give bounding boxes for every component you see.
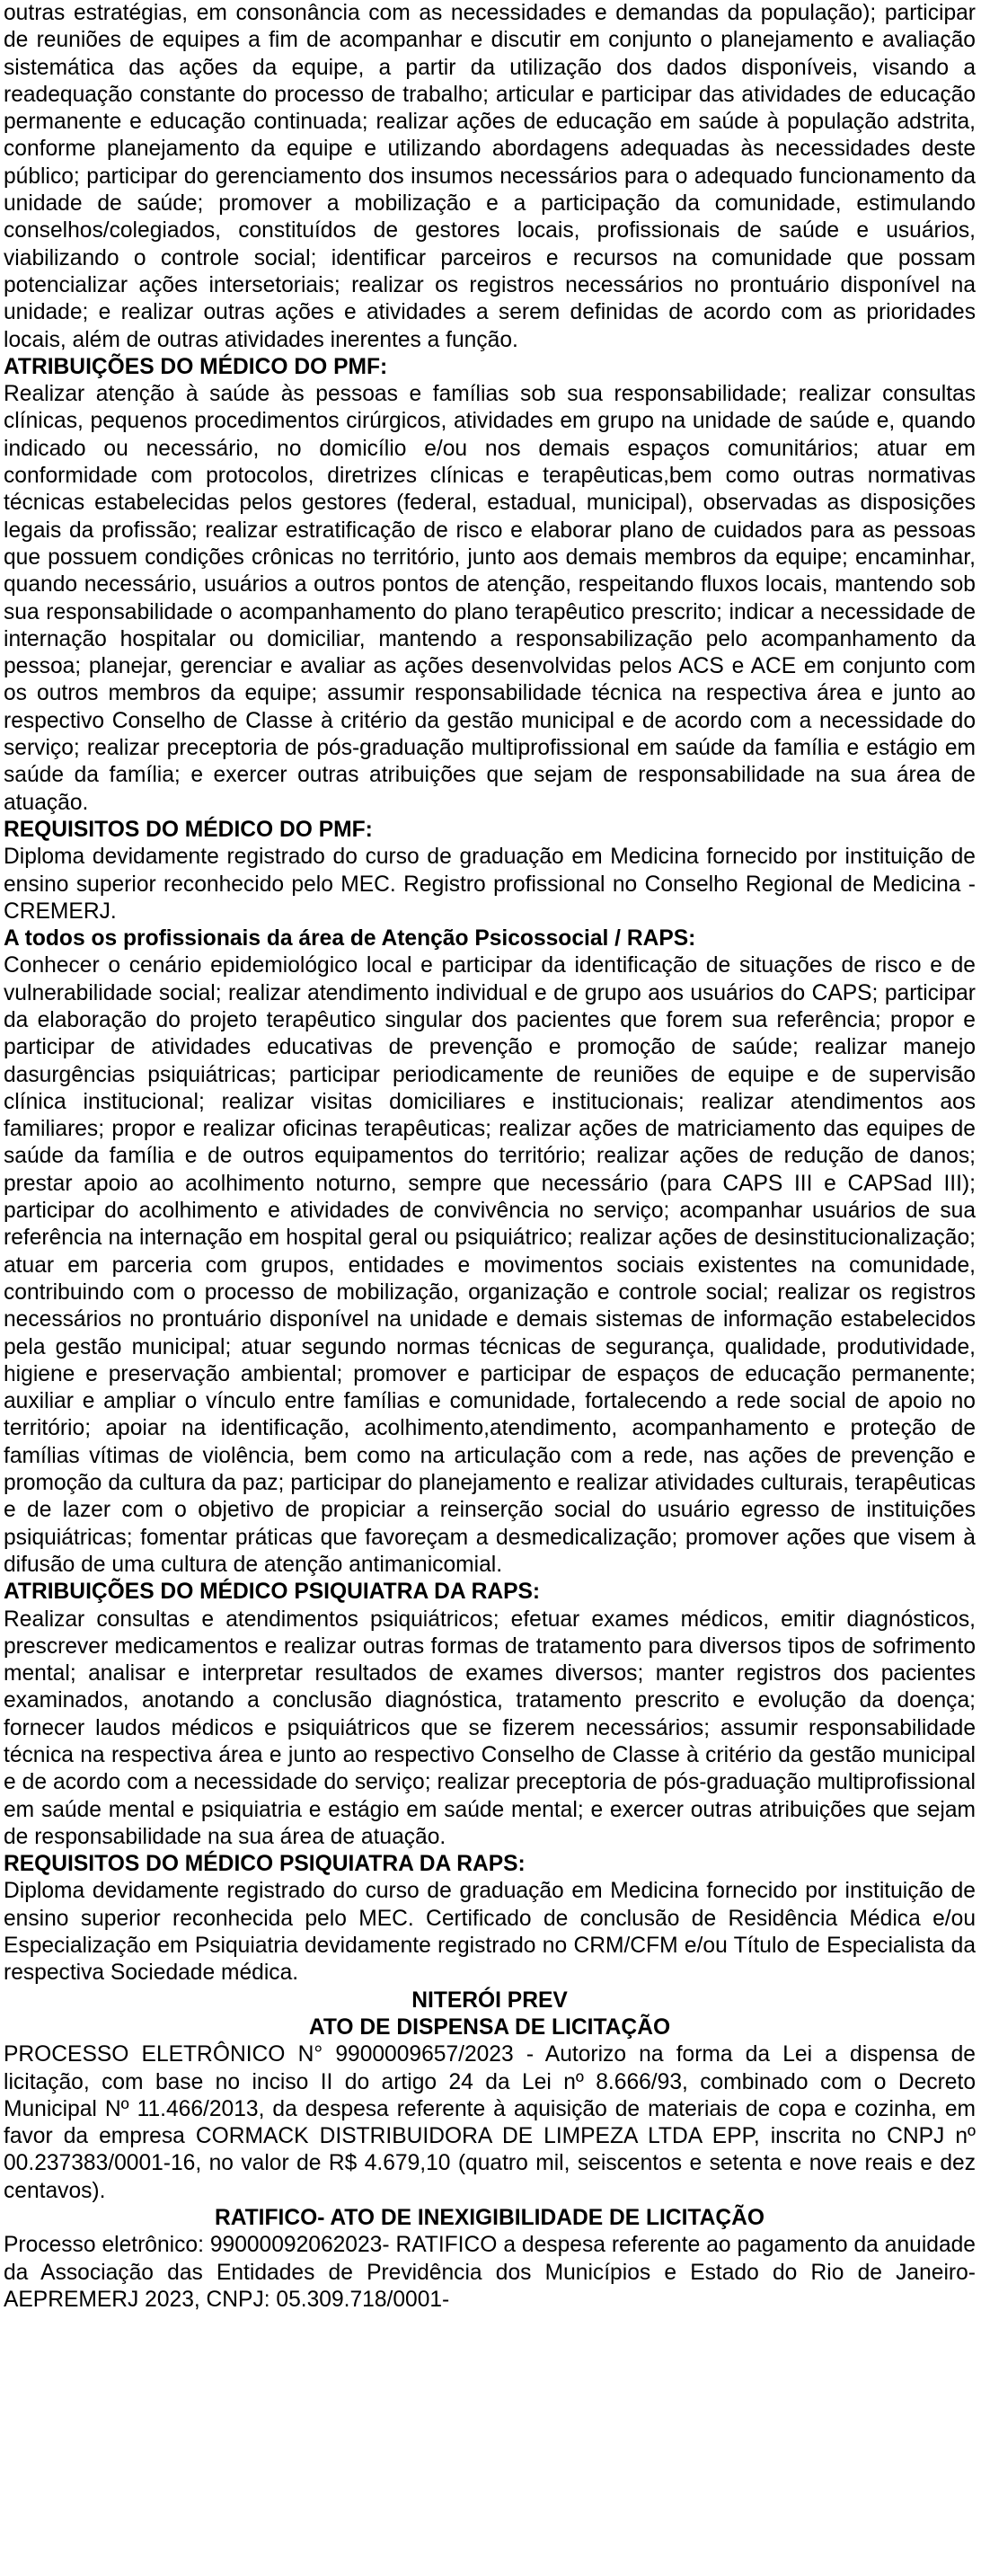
ato-dispensa-text: PROCESSO ELETRÔNICO N° 9900009657/2023 - Autorizo na forma da Lei a dispensa de licitação, com base no inciso II do artigo 24 da Lei nº 8.666/93, combinado com o Decreto Municipal Nº 11.466/2013, da despesa referente à aquisição de materiais de copa e cozinha, em favor da empresa CORMACK DISTRIBUIDORA DE LIMPEZA LTDA EPP, inscrita no CNPJ nº 00.237383/0001-16, no valor de R$ 4.679,10 (quatro mil, seiscentos e setenta e nove reais e dez centavos). <box>4 2042 976 2203</box>
heading-raps: A todos os profissionais da área de Atenção Psicossocial / RAPS: <box>4 926 696 952</box>
paragraph-requisitos-medico-pmf: Diploma devidamente registrado do curso de graduação em Medicina fornecido por instituição de ensino superior reconhecido pelo MEC. Registro profissional no Conselho Regional de Medicina - CREMERJ. <box>4 845 976 924</box>
paragraph-atribuicoes-psiquiatra: Realizar consultas e atendimentos psiquiátricos; efetuar exames médicos, emitir diagnósticos, prescrever medicamentos e realizar outras formas de tratamento para diversos tipos de sofrimento mental; analisar e interpretar resultados de exames diversos; manter registros dos pacientes examinados, anotando a conclusão diagnóstica, tratamento prescrito e evolução da doença; fornecer laudos médicos e psiquiátricos que se fizerem necessários; assumir responsabilidade técnica na respectiva área e junto ao respectivo Conselho de Classe à critério da gestão municipal e de acordo com a necessidade do serviço; realizar preceptoria de pós-graduação multiprofissional em saúde mental e psiquiatria e estágio em saúde mental; e exercer outras atribuições que sejam de responsabilidade na sua área de atuação. <box>4 1607 976 1849</box>
paragraph-intro: outras estratégias, em consonância com as necessidades e demandas da população); participar de reuniões de equipes a fim de acompanhar e discutir em conjunto o planejamento e avaliação sistemática das ações da equipe, a partir da utilização dos dados disponíveis, visando a readequação constante do processo de trabalho; articular e participar das atividades de educação permanente e educação continuada; realizar ações de educação em saúde à população adstrita, conforme planejamento da equipe e utilizando abordagens adequadas às necessidades deste público; participar do gerenciamento dos insumos necessários para o adequado funcionamento da unidade de saúde; promover a mobilização e a participação da comunidade, estimulando conselhos/colegiados, constituídos de gestores locais, profissionais de saúde e usuários, viabilizando o controle social; identificar parceiros e recursos na comunidade que possam potencializar ações intersetoriais; realizar os registros necessários no prontuário disponível na unidade; e realizar outras ações e atividades a serem definidas de acordo com as prioridades locais, além de outras atividades inerentes a função. <box>4 1 976 352</box>
organization-title: NITERÓI PREV <box>411 1987 568 2013</box>
heading-requisitos-psiquiatra: REQUISITOS DO MÉDICO PSIQUIATRA DA RAPS: <box>4 1852 526 1877</box>
ato-inexigibilidade-text: Processo eletrônico: 99000092062023- RATIFICO a despesa referente ao pagamento da anuidade da Associação das Entidades de Previdência dos Municípios e Estado do Rio de Janeiro- AEPREMERJ 2023, CNPJ: 05.309.718/0001- <box>4 2233 976 2312</box>
paragraph-requisitos-psiquiatra: Diploma devidamente registrado do curso de graduação em Medicina fornecido por instituição de ensino superior reconhecida pelo MEC. Certificado de conclusão de Residência Médica e/ou Especialização em Psiquiatria devidamente registrado no CRM/CFM e/ou Título de Especialista da respectiva Sociedade médica. <box>4 1879 976 1986</box>
heading-atribuicoes-psiquiatra: ATRIBUIÇÕES DO MÉDICO PSIQUIATRA DA RAPS: <box>4 1580 541 1605</box>
heading-requisitos-medico-pmf: REQUISITOS DO MÉDICO DO PMF: <box>4 817 373 842</box>
ato-dispensa-title: ATO DE DISPENSA DE LICITAÇÃO <box>308 2014 671 2040</box>
paragraph-atribuicoes-medico-pmf: Realizar atenção à saúde às pessoas e famílias sob sua responsabilidade; realizar consultas clínicas, pequenos procedimentos cirúrgicos, atividades em grupo na unidade de saúde e, quando indicado ou necessário, no domicílio e/ou nos demais espaços comunitários; atuar em conformidade com protocolos, diretrizes clínicas e terapêuticas,bem como outras normativas técnicas estabelecidas pelos gestores (federal, estadual, municipal), observadas as disposições legais da profissão; realizar estratificação de risco e elaborar plano de cuidados para as pessoas que possuem condições crônicas no território, junto aos demais membros da equipe; encaminhar, quando necessário, usuários a outros pontos de atenção, respeitando fluxos locais, mantendo sob sua responsabilidade o acompanhamento do plano terapêutico prescrito; indicar a necessidade de internação hospitalar ou domiciliar, mantendo a responsabilização pelo acompanhamento da pessoa; planejar, gerenciar e avaliar as ações desenvolvidas pelos ACS e ACE em conjunto com os outros membros da equipe; assumir responsabilidade técnica na respectiva área e junto ao respectivo Conselho de Classe à critério da gestão municipal e de acordo com a necessidade do serviço; realizar preceptoria de pós-graduação multiprofissional em saúde da família e estágio em saúde da família; e exercer outras atribuições que sejam de responsabilidade na sua área de atuação. <box>4 382 976 815</box>
ato-inexigibilidade-title: RATIFICO- ATO DE INEXIGIBILIDADE DE LICITAÇÃO <box>214 2206 765 2231</box>
paragraph-raps: Conhecer o cenário epidemiológico local e participar da identificação de situações de risco e de vulnerabilidade social; realizar atendimento individual e de grupo aos usuários do CAPS; participar da elaboração do projeto terapêutico singular dos pacientes que forem sua referência; propor e participar de atividades educativas de prevenção e promoção de saúde; realizar manejo dasurgências psiquiátricas; participar periodicamente de reuniões de equipe e de supervisão clínica institucional; realizar visitas domiciliares e institucionais; realizar atendimentos aos familiares; propor e realizar oficinas terapêuticas; realizar ações de matriciamento das equipes de saúde da família e de outros equipamentos do território; realizar ações de redução de danos; prestar apoio ao acolhimento noturno, sempre que necessário (para CAPS III e CAPSad III); participar do acolhimento e atividades de convivência no serviço; acompanhar usuários de sua referência na internação em hospital geral ou psiquiátrico; realizar ações de desinstitucionalização; atuar em parceria com grupos, entidades e movimentos sociais existentes na comunidade, contribuindo com o processo de mobilização, organização e controle social; realizar os registros necessários no prontuário disponível na unidade e demais sistemas de informação estabelecidos pela gestão municipal; atuar segundo normas técnicas de segurança, qualidade, produtividade, higiene e preservação ambiental; promover e participar de espaços de educação permanente; auxiliar e ampliar o vínculo entre famílias e comunidade, fortalecendo a rede social de apoio no território; apoiar na identificação, acolhimento,atendimento, acompanhamento e proteção de famílias vítimas de violência, bem como na articulação com a rede, nas ações de prevenção e promoção da cultura da paz; participar do planejamento e realizar atividades culturais, terapêuticas e de lazer com o objetivo de propiciar a reinserção social do usuário egresso de instituições psiquiátricas; fomentar práticas que favoreçam a desmedicalização; promover ações que visem à difusão de uma cultura de atenção antimanicomial. <box>4 953 976 1577</box>
heading-atribuicoes-medico-pmf: ATRIBUIÇÕES DO MÉDICO DO PMF: <box>4 354 388 379</box>
